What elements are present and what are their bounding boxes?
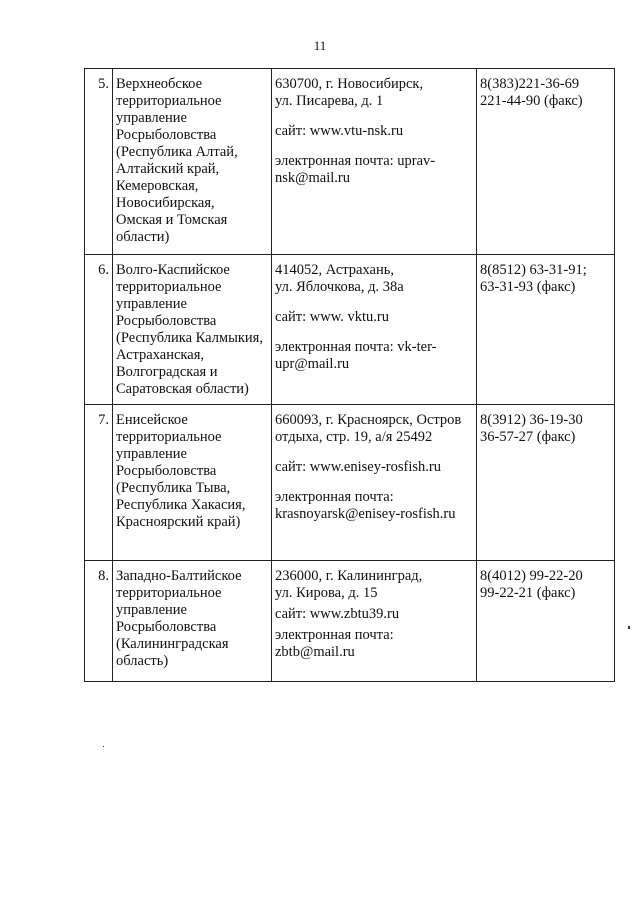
authority-name-line: территориальное bbox=[116, 279, 222, 295]
page-number: 11 bbox=[313, 38, 327, 53]
authority-name-line: Кемеровская, bbox=[116, 178, 199, 194]
authority-name-line: Республика Хакасия, bbox=[116, 497, 246, 513]
authority-name-line: Алтайский край, bbox=[116, 161, 220, 177]
authority-name-cell bbox=[113, 69, 272, 255]
authority-name-line: Волгоградская и bbox=[116, 364, 218, 380]
authority-name-line: территориальное bbox=[116, 93, 222, 109]
phone-line: 36-57-27 (факс) bbox=[480, 429, 576, 445]
scan-speck bbox=[103, 746, 104, 747]
authority-name-line: управление bbox=[116, 446, 187, 462]
authority-name-line: Омская и Томская bbox=[116, 212, 228, 228]
authority-name-line: области) bbox=[116, 229, 170, 245]
address-line: ул. Кирова, д. 15 bbox=[275, 585, 378, 601]
address-line: ул. Писарева, д. 1 bbox=[275, 93, 384, 109]
authority-name-line: территориальное bbox=[116, 585, 222, 601]
website: сайт: www.zbtu39.ru bbox=[275, 606, 400, 622]
website: сайт: www. vktu.ru bbox=[275, 309, 390, 325]
contacts-cell bbox=[272, 255, 477, 405]
authority-name-line: Западно-Балтийское bbox=[116, 568, 242, 584]
phone-line: 8(4012) 99-22-20 bbox=[480, 568, 583, 584]
authority-name-line: территориальное bbox=[116, 429, 222, 445]
address-line: 630700, г. Новосибирск, bbox=[275, 76, 424, 92]
authority-name-cell bbox=[113, 561, 272, 682]
authority-name-line: область) bbox=[116, 653, 169, 669]
email-line: электронная почта: bbox=[275, 489, 394, 505]
email-line: zbtb@mail.ru bbox=[275, 644, 355, 660]
address-line: 660093, г. Красноярск, Остров bbox=[275, 412, 462, 428]
authority-name-line: управление bbox=[116, 110, 187, 126]
phone-cell bbox=[477, 69, 615, 255]
regions-table bbox=[84, 68, 615, 682]
contacts-cell bbox=[272, 561, 477, 682]
contacts-cell bbox=[272, 405, 477, 561]
address-line: ул. Яблочкова, д. 38а bbox=[275, 279, 404, 295]
row-number: 6. bbox=[85, 255, 113, 405]
email-line: электронная почта: vk-ter- bbox=[275, 339, 437, 355]
row-number: 7. bbox=[85, 405, 113, 561]
authority-name-line: (Республика Алтай, bbox=[116, 144, 238, 160]
authority-name-line: (Республика Тыва, bbox=[116, 480, 231, 496]
authority-name-line: Саратовская области) bbox=[116, 381, 249, 397]
authority-name-line: Новосибирская, bbox=[116, 195, 215, 211]
authority-name-line: управление bbox=[116, 602, 187, 618]
authority-name-cell bbox=[113, 255, 272, 405]
authority-name-line: Астраханская, bbox=[116, 347, 204, 363]
authority-name-line: Красноярский край) bbox=[116, 514, 241, 530]
authority-name-line: Росрыболовства bbox=[116, 313, 217, 329]
scan-speck bbox=[628, 626, 630, 629]
address-line: 236000, г. Калининград, bbox=[275, 568, 423, 584]
phone-line: 221-44-90 (факс) bbox=[480, 93, 583, 109]
address-line: 414052, Астрахань, bbox=[275, 262, 394, 278]
contacts-cell bbox=[272, 69, 477, 255]
authority-name-line: Енисейское bbox=[116, 412, 188, 428]
authority-name-line: Росрыболовства bbox=[116, 619, 217, 635]
authority-name-line: Росрыболовства bbox=[116, 463, 217, 479]
phone-line: 8(3912) 36-19-30 bbox=[480, 412, 583, 428]
website: сайт: www.enisey-rosfish.ru bbox=[275, 459, 441, 475]
authority-name-line: Росрыболовства bbox=[116, 127, 217, 143]
table-row bbox=[85, 561, 615, 682]
authority-name-line: Волго-Каспийское bbox=[116, 262, 230, 278]
table-row bbox=[85, 255, 615, 405]
phone-line: 63-31-93 (факс) bbox=[480, 279, 576, 295]
row-number: 8. bbox=[85, 561, 113, 682]
email-line: электронная почта: uprav- bbox=[275, 153, 436, 169]
table-row bbox=[85, 405, 615, 561]
table-row bbox=[85, 69, 615, 255]
phone-line: 8(383)221-36-69 bbox=[480, 76, 580, 92]
phone-line: 8(8512) 63-31-91; bbox=[480, 262, 587, 278]
email-line: электронная почта: bbox=[275, 627, 394, 643]
address-line: отдыха, стр. 19, а/я 25492 bbox=[275, 429, 433, 445]
authority-name-cell bbox=[113, 405, 272, 561]
email-line: upr@mail.ru bbox=[275, 356, 350, 372]
phone-cell bbox=[477, 405, 615, 561]
email-line: nsk@mail.ru bbox=[275, 170, 350, 186]
phone-cell bbox=[477, 561, 615, 682]
website: сайт: www.vtu-nsk.ru bbox=[275, 123, 404, 139]
row-number: 5. bbox=[85, 69, 113, 255]
authority-name-line: Верхнеобское bbox=[116, 76, 203, 92]
phone-cell bbox=[477, 255, 615, 405]
authority-name-line: (Калининградская bbox=[116, 636, 229, 652]
authority-name-line: (Республика Калмыкия, bbox=[116, 330, 263, 346]
email-line: krasnoyarsk@enisey-rosfish.ru bbox=[275, 506, 456, 522]
authority-name-line: управление bbox=[116, 296, 187, 312]
phone-line: 99-22-21 (факс) bbox=[480, 585, 576, 601]
